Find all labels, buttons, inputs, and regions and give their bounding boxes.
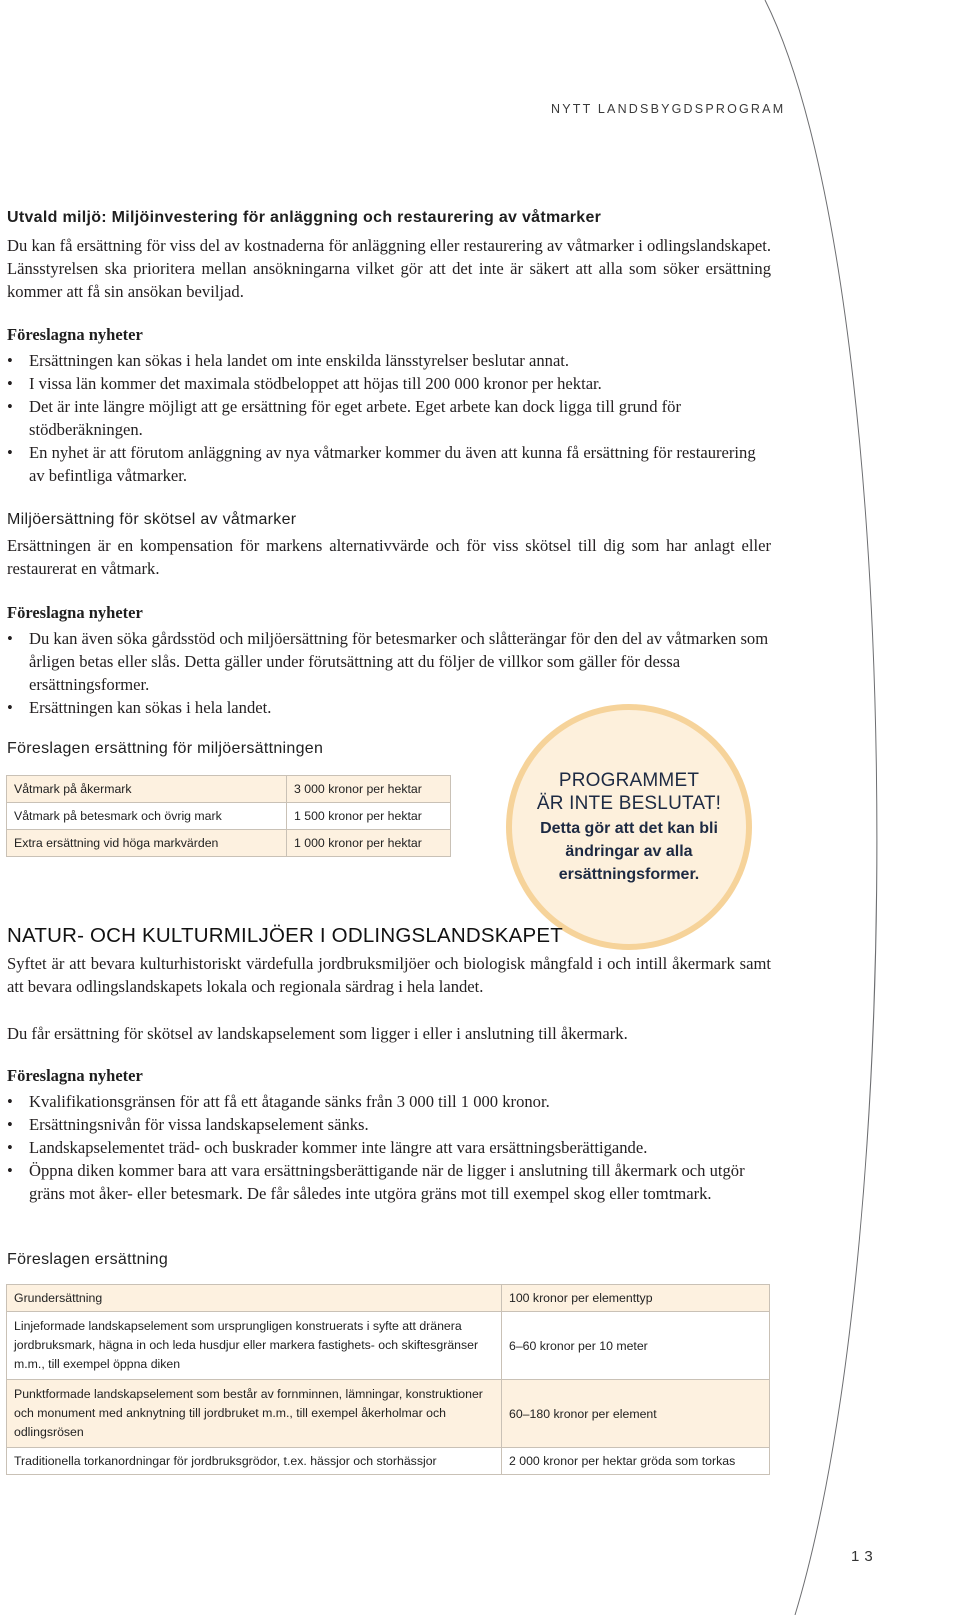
table-cell: Linjeformade landskapselement som ursprungligen konstruerats i syfte att dränera jordbruksmark, hägna in och leda husdjur eller markera fastighets- och skiftesgränser m.m., till exempel öppna diken [7, 1312, 502, 1380]
nature-culture-news-list [7, 1090, 771, 1205]
table-cell: Extra ersättning vid höga markvärden [7, 830, 287, 857]
wetland-care-table-heading: Föreslagen ersättning för miljöersättningen [7, 740, 324, 757]
wetland-care-news-list [7, 627, 769, 719]
news-item: • Ersättningen kan sökas i hela landet om inte enskilda länsstyrelser beslutar annat. [7, 349, 759, 372]
table-cell: Våtmark på åkermark [7, 776, 287, 803]
notice-body: Detta gör att det kan bli ändringar av alla ersättningsformer. [540, 819, 718, 883]
table-cell: 3 000 kronor per hektar [287, 776, 451, 803]
news-item: • En nyhet är att förutom anläggning av nya våtmarker kommer du även att kunna få ersättning för restaurering av befintliga våtmarker. [7, 441, 759, 487]
notice-title-line-2: ÄR INTE BESLUTAT! [536, 792, 722, 814]
page-number: 13 [851, 1548, 878, 1565]
table-cell: 1 500 kronor per hektar [287, 803, 451, 830]
table-cell: 1 000 kronor per hektar [287, 830, 451, 857]
table-cell: 2 000 kronor per hektar gröda som torkas [502, 1448, 770, 1475]
nature-culture-para-1: Syftet är att bevara kulturhistoriskt värdefulla jordbruksmiljöer och biologisk mångfald i och intill åkermark samt att bevara odlingslandskapets lokala och regionala särdrag i hela landet. [7, 954, 771, 996]
nature-culture-rates-table [6, 1284, 770, 1475]
table-row [7, 1285, 770, 1312]
news-item: • Landskapselementet träd- och buskrader kommer inte längre att vara ersättningsberättigande. [7, 1136, 771, 1159]
wetland-care-rates-table [6, 775, 451, 857]
nature-culture-table-heading: Föreslagen ersättning [7, 1251, 169, 1268]
news-item: • Du kan även söka gårdsstöd och miljöersättning för betesmarker och slåtterängar för den del av våtmarken som årligen betas eller slås. Detta gäller under förutsättning att du följer de villkor som gäller för dessa ersättningsformer. [7, 627, 787, 696]
wetland-investment-heading: Utvald miljö: Miljöinvestering för anläggning och restaurering av våtmarker [7, 209, 602, 226]
wetland-investment-news-list [7, 349, 759, 487]
table-cell: Grundersättning [7, 1285, 502, 1312]
table-cell: Våtmark på betesmark och övrig mark [7, 803, 287, 830]
nature-culture-para-2: Du får ersättning för skötsel av landskapselement som ligger i eller i anslutning till åkermark. [7, 1024, 628, 1043]
news-item: • I vissa län kommer det maximala stödbeloppet att höjas till 200 000 kronor per hektar. [7, 372, 759, 395]
wetland-care-intro: Ersättningen är en kompensation för markens alternativvärde och för viss skötsel till dig som har anlagt eller restaurerat en våtmark. [7, 536, 771, 578]
wetland-investment-news-heading: Föreslagna nyheter [7, 325, 143, 344]
news-item: • Det är inte längre möjligt att ge ersättning för eget arbete. Eget arbete kan dock ligga till grund för stödberäkningen. [7, 395, 759, 441]
not-decided-notice [512, 710, 746, 944]
notice-title-line-1: PROGRAMMET [558, 769, 700, 791]
table-row [7, 830, 451, 857]
table-cell: Punktformade landskapselement som består av fornminnen, lämningar, konstruktioner och monument med anknytning till jordbruket m.m., till exempel åkerholmar och odlingsrösen [7, 1380, 502, 1448]
news-item: • Öppna diken kommer bara att vara ersättningsberättigande när de ligger i anslutning till åkermark och utgör gräns mot åker- eller betesmark. De får således inte utgöra gräns mot till exempel skog eller tomtmark. [7, 1159, 771, 1205]
table-row [7, 1312, 770, 1380]
wetland-care-heading: Miljöersättning för skötsel av våtmarker [7, 511, 297, 528]
table-cell: 60–180 kronor per element [502, 1380, 770, 1448]
table-cell: 100 kronor per elementtyp [502, 1285, 770, 1312]
nature-culture-heading: NATUR- OCH KULTURMILJÖER I ODLINGSLANDSKAPET [7, 924, 563, 947]
nature-culture-news-heading: Föreslagna nyheter [7, 1066, 143, 1085]
table-row [7, 1448, 770, 1475]
news-item: • Ersättningsnivån för vissa landskapselement sänks. [7, 1113, 771, 1136]
table-cell: 6–60 kronor per 10 meter [502, 1312, 770, 1380]
news-item: • Ersättningen kan sökas i hela landet. [7, 696, 507, 719]
wetland-investment-intro: Du kan få ersättning för viss del av kostnaderna för anläggning eller restaurering av våtmarker i odlingslandskapet. Länsstyrelsen ska prioritera mellan ansökningarna vilket gör att det inte är säkert att alla som söker ersättning kommer att få sin ansökan beviljad. [7, 236, 771, 301]
table-row [7, 1380, 770, 1448]
news-item: • Kvalifikationsgränsen för att få ett åtagande sänks från 3 000 till 1 000 kronor. [7, 1090, 771, 1113]
running-head: NYTT LANDSBYGDSPROGRAM [551, 102, 786, 116]
table-row [7, 776, 451, 803]
table-cell: Traditionella torkanordningar för jordbruksgrödor, t.ex. hässjor och storhässjor [7, 1448, 502, 1475]
wetland-care-news-heading: Föreslagna nyheter [7, 603, 143, 622]
table-row [7, 803, 451, 830]
